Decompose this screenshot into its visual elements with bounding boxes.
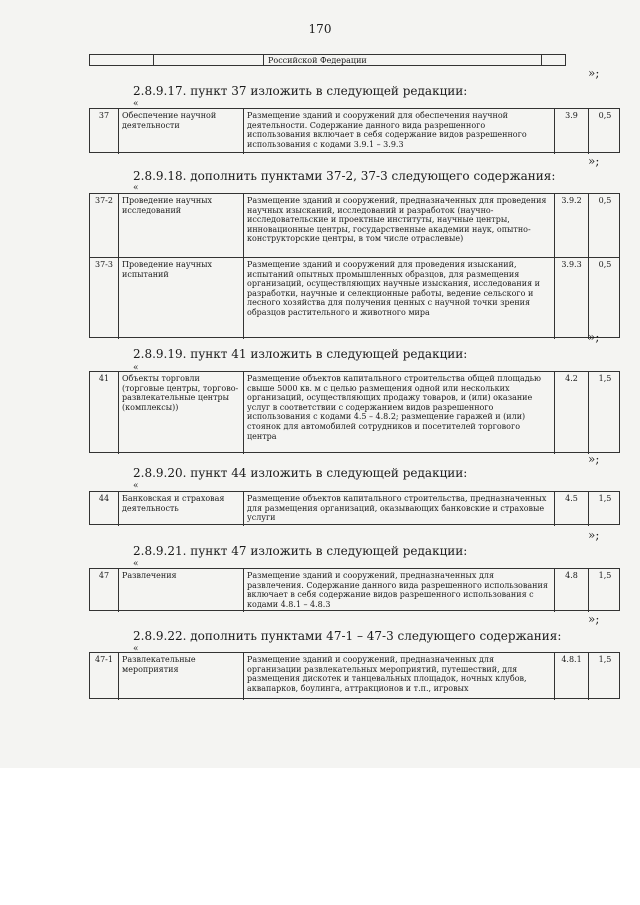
coefficient: 1,5 [588,653,621,700]
closing-quote: »; [588,528,600,542]
item-number: 41 [98,374,110,383]
use-type-description: Размещение зданий и сооружений, предназначенных для организации развлекательных мероприятий, путешествий, для размещения дискотек и танцевальных площадок, ночных клубов, аквапарков, боулинга, аттракционов и т.п., игровых [243,653,554,700]
cell-code [541,55,567,65]
classifier-code: 4.2 [554,372,588,454]
land-use-table [89,652,620,699]
item-number: 44 [98,494,110,503]
item-number: 47 [98,571,110,580]
use-type-name: Развлечения [118,569,243,612]
opening-quote: « [133,559,139,569]
coefficient: 1,5 [588,492,621,526]
section-heading: 2.8.9.22. дополнить пунктами 47-1 – 47-3 следующего содержания: [133,629,562,643]
use-type-description: Размещение объектов капитального строительства общей площадью свыше 5000 кв. м с целью размещения одной или нескольких организаций, осуществляющих продажу товаров, и (или) оказание услуг в соответствии с содержанием видов разрешенного использования с кодами 4.5 – 4.8.2; размещение гаражей и (или) стоянок для автомобилей сотрудников и посетителей торгового центра [243,372,554,454]
table-row [90,372,619,454]
use-type-name: Банковская и страховая деятельность [118,492,243,526]
classifier-code: 4.5 [554,492,588,526]
opening-quote: « [133,183,139,193]
item-number: 37 [98,111,110,120]
cell-num [90,55,153,65]
closing-quote: »; [588,66,600,80]
table-row [90,653,619,700]
section-heading: 2.8.9.19. пункт 41 изложить в следующей редакции: [133,347,468,361]
section-heading: 2.8.9.21. пункт 47 изложить в следующей редакции: [133,544,468,558]
land-use-table [89,568,620,611]
section-heading: 2.8.9.20. пункт 44 изложить в следующей редакции: [133,466,468,480]
page-number: 170 [308,22,332,36]
section-heading: 2.8.9.17. пункт 37 изложить в следующей редакции: [133,84,468,98]
classifier-code: 4.8 [554,569,588,612]
land-use-table [89,193,620,338]
opening-quote: « [133,481,139,491]
opening-quote: « [133,363,139,373]
table-row [90,257,619,339]
coefficient: 0,5 [588,194,621,257]
classifier-code: 3.9 [554,109,588,154]
use-type-name: Проведение научных исследований [118,194,243,257]
table-row [90,109,619,154]
use-type-description: Размещение зданий и сооружений, предназначенных для проведения научных изысканий, исследований и разработок (научно-исследовательские и проектные институты, научные центры, инновационные центры, государственные академии наук, опытно-конструкторские центры, в том числе отраслевые) [243,194,554,257]
land-use-table [89,108,620,153]
classifier-code: 3.9.3 [554,258,588,339]
coefficient: 0,5 [588,258,621,339]
use-type-description: Размещение зданий и сооружений для проведения изысканий, испытаний опытных промышленных образцов, для размещения организаций, осуществляющих научные изыскания, исследования и разработки, научные и селекционные работы, ведение сельского и лесного хозяйства для получения ценных с научной точки зрения образцов растительного и животного мира [243,258,554,339]
use-type-name: Обеспечение научной деятельности [118,109,243,154]
use-type-name: Проведение научных испытаний [118,258,243,339]
coefficient: 0,5 [588,109,621,154]
cell-desc: Российской Федерации [263,55,541,65]
section-heading: 2.8.9.18. дополнить пунктами 37-2, 37-3 следующего содержания: [133,169,556,183]
coefficient: 1,5 [588,372,621,454]
land-use-table [89,491,620,525]
cell-name [153,55,263,65]
closing-quote: »; [588,452,600,466]
classifier-code: 3.9.2 [554,194,588,257]
use-type-description: Размещение зданий и сооружений для обеспечения научной деятельности. Содержание данного вида разрешенного использования включает в себя содержание видов разрешенного использования с кодами 3.9.1 – 3.9.3 [243,109,554,154]
land-use-table [89,371,620,453]
opening-quote: « [133,99,139,109]
closing-quote: »; [588,612,600,626]
item-number: 37-2 [95,196,113,205]
table-row [90,194,619,257]
use-type-name: Развлекательные мероприятия [118,653,243,700]
table-row [90,569,619,612]
use-type-description: Размещение объектов капитального строительства, предназначенных для размещения организаций, оказывающих банковские и страховые услуги [243,492,554,526]
use-type-description: Размещение зданий и сооружений, предназначенных для развлечения. Содержание данного вида разрешенного использования включает в себя содержание видов разрешенного использования с кодами 4.8.1 – 4.8.3 [243,569,554,612]
closing-quote: »; [588,330,600,344]
item-number: 37-3 [95,260,113,269]
closing-quote: »; [588,154,600,168]
table-row [90,492,619,526]
opening-quote: « [133,644,139,654]
item-number: 47-1 [95,655,113,664]
use-type-name: Объекты торговли (торговые центры, торгово-развлекательные центры (комплексы)) [118,372,243,454]
coefficient: 1,5 [588,569,621,612]
classifier-code: 4.8.1 [554,653,588,700]
top-table-fragment [89,54,566,66]
